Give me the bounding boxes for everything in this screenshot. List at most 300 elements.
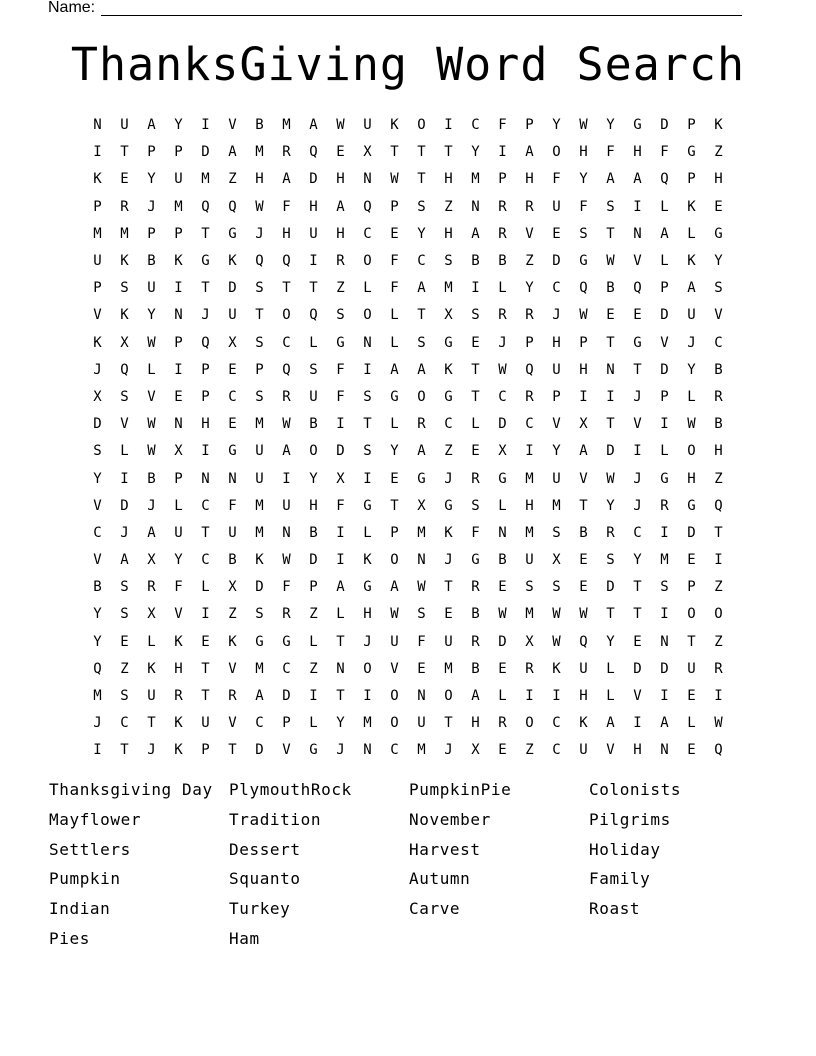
grid-cell: R [606,524,615,541]
word-list-item: Ham [229,928,260,948]
grid-cell: S [714,280,723,297]
grid-cell: J [363,633,372,650]
grid-cell: O [714,606,723,623]
grid-cell: A [255,688,264,705]
grid-cell: W [579,606,588,623]
grid-cell: I [525,688,534,705]
grid-cell: S [363,443,372,460]
grid-cell: I [309,253,318,270]
grid-cell: I [660,688,669,705]
grid-cell: M [93,225,102,242]
word-list-item: Pumpkin [49,869,121,889]
grid-cell: N [417,552,426,569]
grid-cell: N [417,688,426,705]
grid-cell: K [147,660,156,677]
name-field [48,0,742,18]
word-list-item: Harvest [409,839,481,859]
grid-cell: X [525,633,534,650]
grid-cell: F [552,171,561,188]
grid-cell: N [363,334,372,351]
grid-cell: E [201,633,210,650]
grid-cell: P [93,198,102,215]
grid-cell: S [606,198,615,215]
grid-cell: T [417,144,426,161]
grid-cell: T [336,633,345,650]
grid-cell: L [390,334,399,351]
grid-cell: B [228,552,237,569]
grid-cell: P [147,225,156,242]
grid-cell: L [390,307,399,324]
grid-cell: Y [525,280,534,297]
grid-cell: B [471,606,480,623]
grid-cell: S [93,443,102,460]
grid-cell: O [363,307,372,324]
name-line [101,14,742,16]
grid-cell: I [714,552,723,569]
grid-cell: M [525,524,534,541]
grid-cell: P [390,198,399,215]
grid-cell: C [471,117,480,134]
word-list-item: Holiday [589,839,661,859]
grid-cell: F [228,497,237,514]
grid-cell: F [417,633,426,650]
grid-cell: G [363,497,372,514]
grid-cell: F [282,579,291,596]
grid-row [84,302,732,329]
grid-cell: C [201,497,210,514]
grid-cell: P [552,388,561,405]
grid-cell: U [417,715,426,732]
grid-cell: Y [714,253,723,270]
grid-cell: R [525,198,534,215]
grid-cell: S [579,225,588,242]
grid-cell: L [606,688,615,705]
grid-cell: A [417,443,426,460]
grid-cell: I [174,280,183,297]
grid-cell: U [552,470,561,487]
grid-cell: R [498,715,507,732]
grid-cell: K [93,334,102,351]
grid-cell: M [255,497,264,514]
grid-cell: E [174,388,183,405]
grid-cell: S [417,606,426,623]
grid-cell: M [471,171,480,188]
grid-cell: Z [309,660,318,677]
grid-cell: E [633,307,642,324]
grid-cell: I [444,117,453,134]
page-title: ThanksGiving Word Search [70,38,746,91]
grid-cell: J [93,715,102,732]
grid-cell: V [228,715,237,732]
grid-cell: Q [579,633,588,650]
grid-cell: L [336,606,345,623]
grid-cell: F [174,579,183,596]
grid-cell: W [417,579,426,596]
grid-cell: U [552,198,561,215]
grid-cell: H [309,497,318,514]
grid-cell: J [498,334,507,351]
grid-cell: W [579,117,588,134]
grid-cell: U [120,117,129,134]
grid-cell: J [255,225,264,242]
grid-cell: I [363,688,372,705]
grid-cell: U [93,253,102,270]
grid-cell: L [687,388,696,405]
grid-cell: I [633,715,642,732]
grid-cell: Q [309,144,318,161]
grid-cell: M [660,552,669,569]
grid-cell: A [660,225,669,242]
grid-cell: J [552,307,561,324]
grid-cell: G [633,117,642,134]
grid-cell: L [120,443,129,460]
grid-row [84,737,732,764]
grid-cell: Y [93,633,102,650]
grid-cell: U [174,524,183,541]
grid-cell: F [390,280,399,297]
grid-cell: I [363,470,372,487]
grid-cell: D [201,144,210,161]
grid-cell: D [606,443,615,460]
grid-cell: V [120,416,129,433]
grid-cell: X [498,443,507,460]
grid-cell: W [579,307,588,324]
grid-cell: G [363,579,372,596]
grid-cell: Y [552,443,561,460]
grid-cell: H [633,742,642,759]
grid-cell: N [471,198,480,215]
grid-cell: U [525,552,534,569]
grid-cell: J [444,742,453,759]
grid-cell: Q [579,280,588,297]
grid-cell: H [579,361,588,378]
grid-row [84,710,732,737]
grid-cell: U [552,361,561,378]
grid-cell: K [390,117,399,134]
grid-cell: P [660,388,669,405]
grid-cell: K [174,633,183,650]
grid-cell: T [228,742,237,759]
grid-cell: A [579,443,588,460]
grid-cell: E [390,225,399,242]
grid-cell: G [336,334,345,351]
grid-cell: T [417,307,426,324]
grid-cell: E [390,470,399,487]
grid-cell: I [201,443,210,460]
grid-cell: K [687,253,696,270]
grid-cell: U [282,497,291,514]
grid-cell: N [174,307,183,324]
grid-cell: A [147,524,156,541]
grid-cell: I [525,443,534,460]
grid-cell: H [633,144,642,161]
grid-cell: L [363,524,372,541]
grid-cell: P [579,334,588,351]
grid-cell: P [174,225,183,242]
grid-cell: U [390,633,399,650]
grid-cell: B [471,660,480,677]
grid-cell: R [417,416,426,433]
grid-cell: Q [282,253,291,270]
grid-cell: Y [417,225,426,242]
grid-cell: N [363,742,372,759]
grid-cell: C [201,552,210,569]
grid-cell: W [255,198,264,215]
grid-cell: A [336,579,345,596]
grid-cell: N [660,633,669,650]
grid-cell: C [390,742,399,759]
grid-cell: A [390,579,399,596]
grid-cell: G [390,388,399,405]
grid-cell: E [336,144,345,161]
grid-cell: R [282,144,291,161]
grid-cell: Y [147,307,156,324]
grid-cell: T [633,361,642,378]
grid-cell: C [228,388,237,405]
grid-cell: J [147,742,156,759]
grid-cell: I [579,388,588,405]
grid-cell: X [228,334,237,351]
word-list-item: Family [589,869,651,889]
grid-cell: Q [93,660,102,677]
grid-cell: T [444,144,453,161]
grid-cell: G [309,742,318,759]
grid-cell: F [336,361,345,378]
grid-cell: S [660,579,669,596]
grid-cell: P [201,388,210,405]
grid-row [84,384,732,411]
grid-cell: M [444,280,453,297]
grid-cell: S [363,388,372,405]
grid-cell: M [174,198,183,215]
grid-cell: T [606,416,615,433]
grid-cell: Y [93,470,102,487]
grid-cell: P [687,171,696,188]
grid-cell: V [228,660,237,677]
grid-cell: L [498,497,507,514]
grid-cell: W [714,715,723,732]
grid-cell: O [444,688,453,705]
grid-cell: N [174,416,183,433]
grid-cell: V [93,307,102,324]
grid-cell: Z [714,579,723,596]
grid-cell: S [255,388,264,405]
grid-cell: R [336,253,345,270]
grid-cell: H [687,470,696,487]
grid-cell: Y [687,361,696,378]
grid-cell: C [282,660,291,677]
grid-cell: C [363,225,372,242]
grid-cell: E [498,579,507,596]
grid-cell: S [120,280,129,297]
grid-cell: C [525,416,534,433]
grid-cell: J [336,742,345,759]
grid-cell: P [174,144,183,161]
grid-cell: H [309,198,318,215]
grid-cell: G [255,633,264,650]
word-list-item: Indian [49,899,111,919]
grid-cell: Q [255,253,264,270]
grid-cell: F [336,388,345,405]
grid-cell: O [363,253,372,270]
grid-cell: Y [336,715,345,732]
grid-cell: W [390,171,399,188]
grid-cell: A [228,144,237,161]
grid-cell: P [147,144,156,161]
grid-row [84,166,732,193]
grid-cell: T [390,497,399,514]
grid-cell: P [201,742,210,759]
grid-cell: S [309,361,318,378]
grid-cell: E [471,443,480,460]
grid-cell: S [471,497,480,514]
grid-cell: S [417,198,426,215]
grid-cell: S [120,579,129,596]
grid-cell: I [714,688,723,705]
grid-cell: C [498,388,507,405]
grid-cell: I [93,144,102,161]
grid-cell: J [147,198,156,215]
grid-cell: I [660,524,669,541]
grid-cell: O [309,443,318,460]
grid-cell: T [120,144,129,161]
grid-cell: W [282,416,291,433]
grid-cell: V [93,497,102,514]
grid-cell: K [174,742,183,759]
grid-cell: Q [633,280,642,297]
grid-cell: Q [201,198,210,215]
grid-row [84,656,732,683]
grid-cell: Q [714,497,723,514]
grid-row [84,547,732,574]
grid-cell: F [498,117,507,134]
word-list-item: Colonists [589,780,682,799]
grid-cell: X [120,334,129,351]
grid-cell: M [525,470,534,487]
grid-cell: G [714,225,723,242]
grid-cell: Z [228,171,237,188]
grid-cell: D [309,171,318,188]
grid-cell: V [660,334,669,351]
grid-cell: G [201,253,210,270]
grid-row [84,357,732,384]
grid-cell: R [714,388,723,405]
grid-cell: T [444,715,453,732]
grid-cell: K [174,715,183,732]
grid-cell: Y [606,117,615,134]
grid-cell: S [552,524,561,541]
grid-cell: W [282,552,291,569]
grid-cell: H [336,171,345,188]
grid-cell: M [255,660,264,677]
grid-cell: R [147,579,156,596]
grid-cell: P [201,361,210,378]
grid-cell: F [606,144,615,161]
grid-cell: P [525,334,534,351]
grid-cell: M [417,524,426,541]
grid-cell: O [390,688,399,705]
word-list-item: Roast [589,899,641,919]
grid-cell: M [120,225,129,242]
grid-cell: E [552,225,561,242]
grid-cell: B [93,579,102,596]
grid-row [84,601,732,628]
grid-cell: G [471,552,480,569]
grid-cell: K [363,552,372,569]
grid-cell: S [255,334,264,351]
grid-cell: C [633,524,642,541]
grid-cell: J [633,388,642,405]
grid-cell: Q [714,742,723,759]
grid-cell: O [552,144,561,161]
grid-cell: K [174,253,183,270]
grid-cell: C [282,334,291,351]
grid-cell: Y [174,117,183,134]
grid-cell: T [417,171,426,188]
grid-cell: F [471,524,480,541]
grid-cell: X [147,606,156,623]
grid-cell: U [228,307,237,324]
grid-cell: P [255,361,264,378]
grid-row [84,139,732,166]
grid-cell: R [174,688,183,705]
grid-cell: O [363,660,372,677]
grid-cell: P [660,280,669,297]
word-list-item: PumpkinPie [409,780,512,799]
grid-cell: H [336,225,345,242]
grid-cell: D [660,660,669,677]
grid-cell: T [606,225,615,242]
grid-cell: J [444,470,453,487]
grid-cell: U [147,280,156,297]
grid-cell: M [444,660,453,677]
grid-cell: D [120,497,129,514]
grid-cell: T [201,225,210,242]
grid-row [84,330,732,357]
grid-cell: G [417,470,426,487]
grid-cell: U [201,715,210,732]
grid-cell: E [417,660,426,677]
grid-cell: L [309,715,318,732]
grid-cell: K [714,117,723,134]
grid-cell: O [417,388,426,405]
grid-cell: K [255,552,264,569]
grid-cell: S [417,334,426,351]
grid-cell: E [120,171,129,188]
grid-cell: D [309,552,318,569]
grid-cell: E [471,334,480,351]
grid-cell: K [120,253,129,270]
grid-cell: J [120,524,129,541]
grid-cell: O [390,552,399,569]
grid-cell: H [363,606,372,623]
grid-cell: B [714,361,723,378]
grid-cell: I [363,361,372,378]
grid-cell: A [606,171,615,188]
grid-cell: G [579,253,588,270]
grid-cell: Y [93,606,102,623]
word-list-item: Mayflower [49,809,142,829]
grid-cell: B [498,552,507,569]
grid-cell: M [255,144,264,161]
grid-cell: W [147,443,156,460]
grid-cell: N [336,660,345,677]
grid-cell: Q [282,361,291,378]
grid-cell: M [525,606,534,623]
grid-row [84,465,732,492]
grid-cell: W [498,361,507,378]
grid-cell: K [687,198,696,215]
